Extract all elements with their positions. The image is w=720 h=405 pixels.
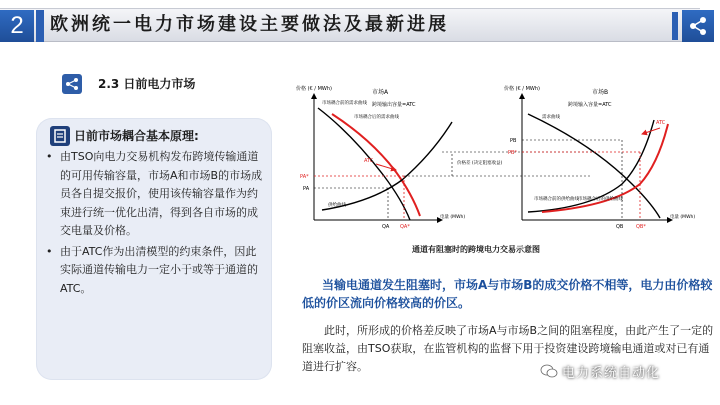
- left-xlabel: 电量 (MWh): [440, 215, 466, 220]
- right-atc-label: ATC: [656, 120, 666, 126]
- bullet-text: 由于ATC作为出清模型的约束条件，因此实际通道传输电力一定小于或等于通道的ATC。: [60, 244, 258, 295]
- section-number-accent: [36, 10, 44, 42]
- right-market-label: 市场B: [592, 89, 609, 96]
- left-market-label: 市场A: [372, 89, 389, 96]
- header-bar: [0, 0, 720, 50]
- left-demand-after: 市场耦合后的需求曲线: [354, 115, 399, 120]
- emphasis-text: 当输电通道发生阻塞时，市场A与市场B的成交价格不相等，电力由价格较低的价区流向价格较高的价区。: [302, 278, 713, 310]
- left-ylabel: 价格 (€ / MWh): [296, 86, 332, 92]
- bullet-list: [44, 148, 266, 300]
- bullet-text: 由TSO向电力交易机构发布跨境传输通道的可用传输容量，市场A和市场B的市场成员各自提交报价，使用该传输容量作为约束进行统一优化出清，得到各自市场的成交电量及价格。: [60, 150, 263, 237]
- bullet-mark: •: [46, 150, 53, 163]
- left-qa-label: QA: [382, 224, 390, 230]
- right-qb-label: QB: [616, 224, 624, 230]
- congestion-diagram: [292, 84, 712, 262]
- left-demand-before: 市场耦合前的需求曲线: [322, 101, 367, 106]
- page-title: 欧洲统一电力市场建设主要做法及最新进展: [50, 14, 449, 35]
- section-number: 2: [0, 10, 34, 42]
- list-item: [44, 243, 266, 299]
- left-qa-star-label: QA*: [400, 224, 410, 230]
- body-text: 此时，所形成的价格差反映了市场A与市场B之间的阻塞程度，由此产生了一定的阻塞收益，由TSO获取，在监管机构的监督下用于投资建设跨境输电通道或对已有通道进行扩容。: [302, 324, 714, 373]
- left-supply-curve: [322, 122, 452, 210]
- right-xlabel: 电量 (MWh): [670, 215, 696, 220]
- book-icon: [50, 126, 70, 146]
- share-icon: [62, 74, 82, 94]
- right-supply-before-label: 市场耦合前的供给曲线: [534, 197, 579, 202]
- price-gap-label: 价格差 (决定阻塞收益): [457, 161, 503, 166]
- chart-caption: 通道有阻塞时的跨境电力交易示意图: [412, 245, 540, 254]
- list-item: [44, 148, 266, 241]
- share-icon: [682, 10, 714, 42]
- watermark: 电力系统自动化: [562, 366, 661, 381]
- right-atc-note: 跨境输入容量=ATC: [568, 102, 612, 108]
- right-demand-label: 需求曲线: [542, 115, 560, 120]
- header-icon-accent: [672, 12, 678, 40]
- right-pb-star-label: PB*: [508, 150, 517, 156]
- right-ylabel: 价格 (€ / MWh): [504, 86, 540, 92]
- left-atc-note: 跨境输出容量=ATC: [372, 102, 416, 108]
- right-pb-label: PB: [510, 138, 517, 144]
- panel-heading: 日前市场耦合基本原理:: [74, 129, 199, 143]
- section-title: 2.3 日前电力市场: [98, 77, 196, 91]
- left-supply-label: 供给曲线: [328, 203, 346, 208]
- left-atc-label: ATC: [364, 158, 374, 164]
- right-supply-after-label: 市场耦合后的供给曲线: [578, 197, 623, 202]
- left-pa-label: PA: [303, 186, 310, 192]
- right-qb-star-label: QB*: [636, 224, 646, 230]
- bullet-mark: •: [46, 244, 53, 258]
- left-pa-star-label: PA*: [300, 174, 309, 180]
- wechat-icon: [540, 362, 558, 380]
